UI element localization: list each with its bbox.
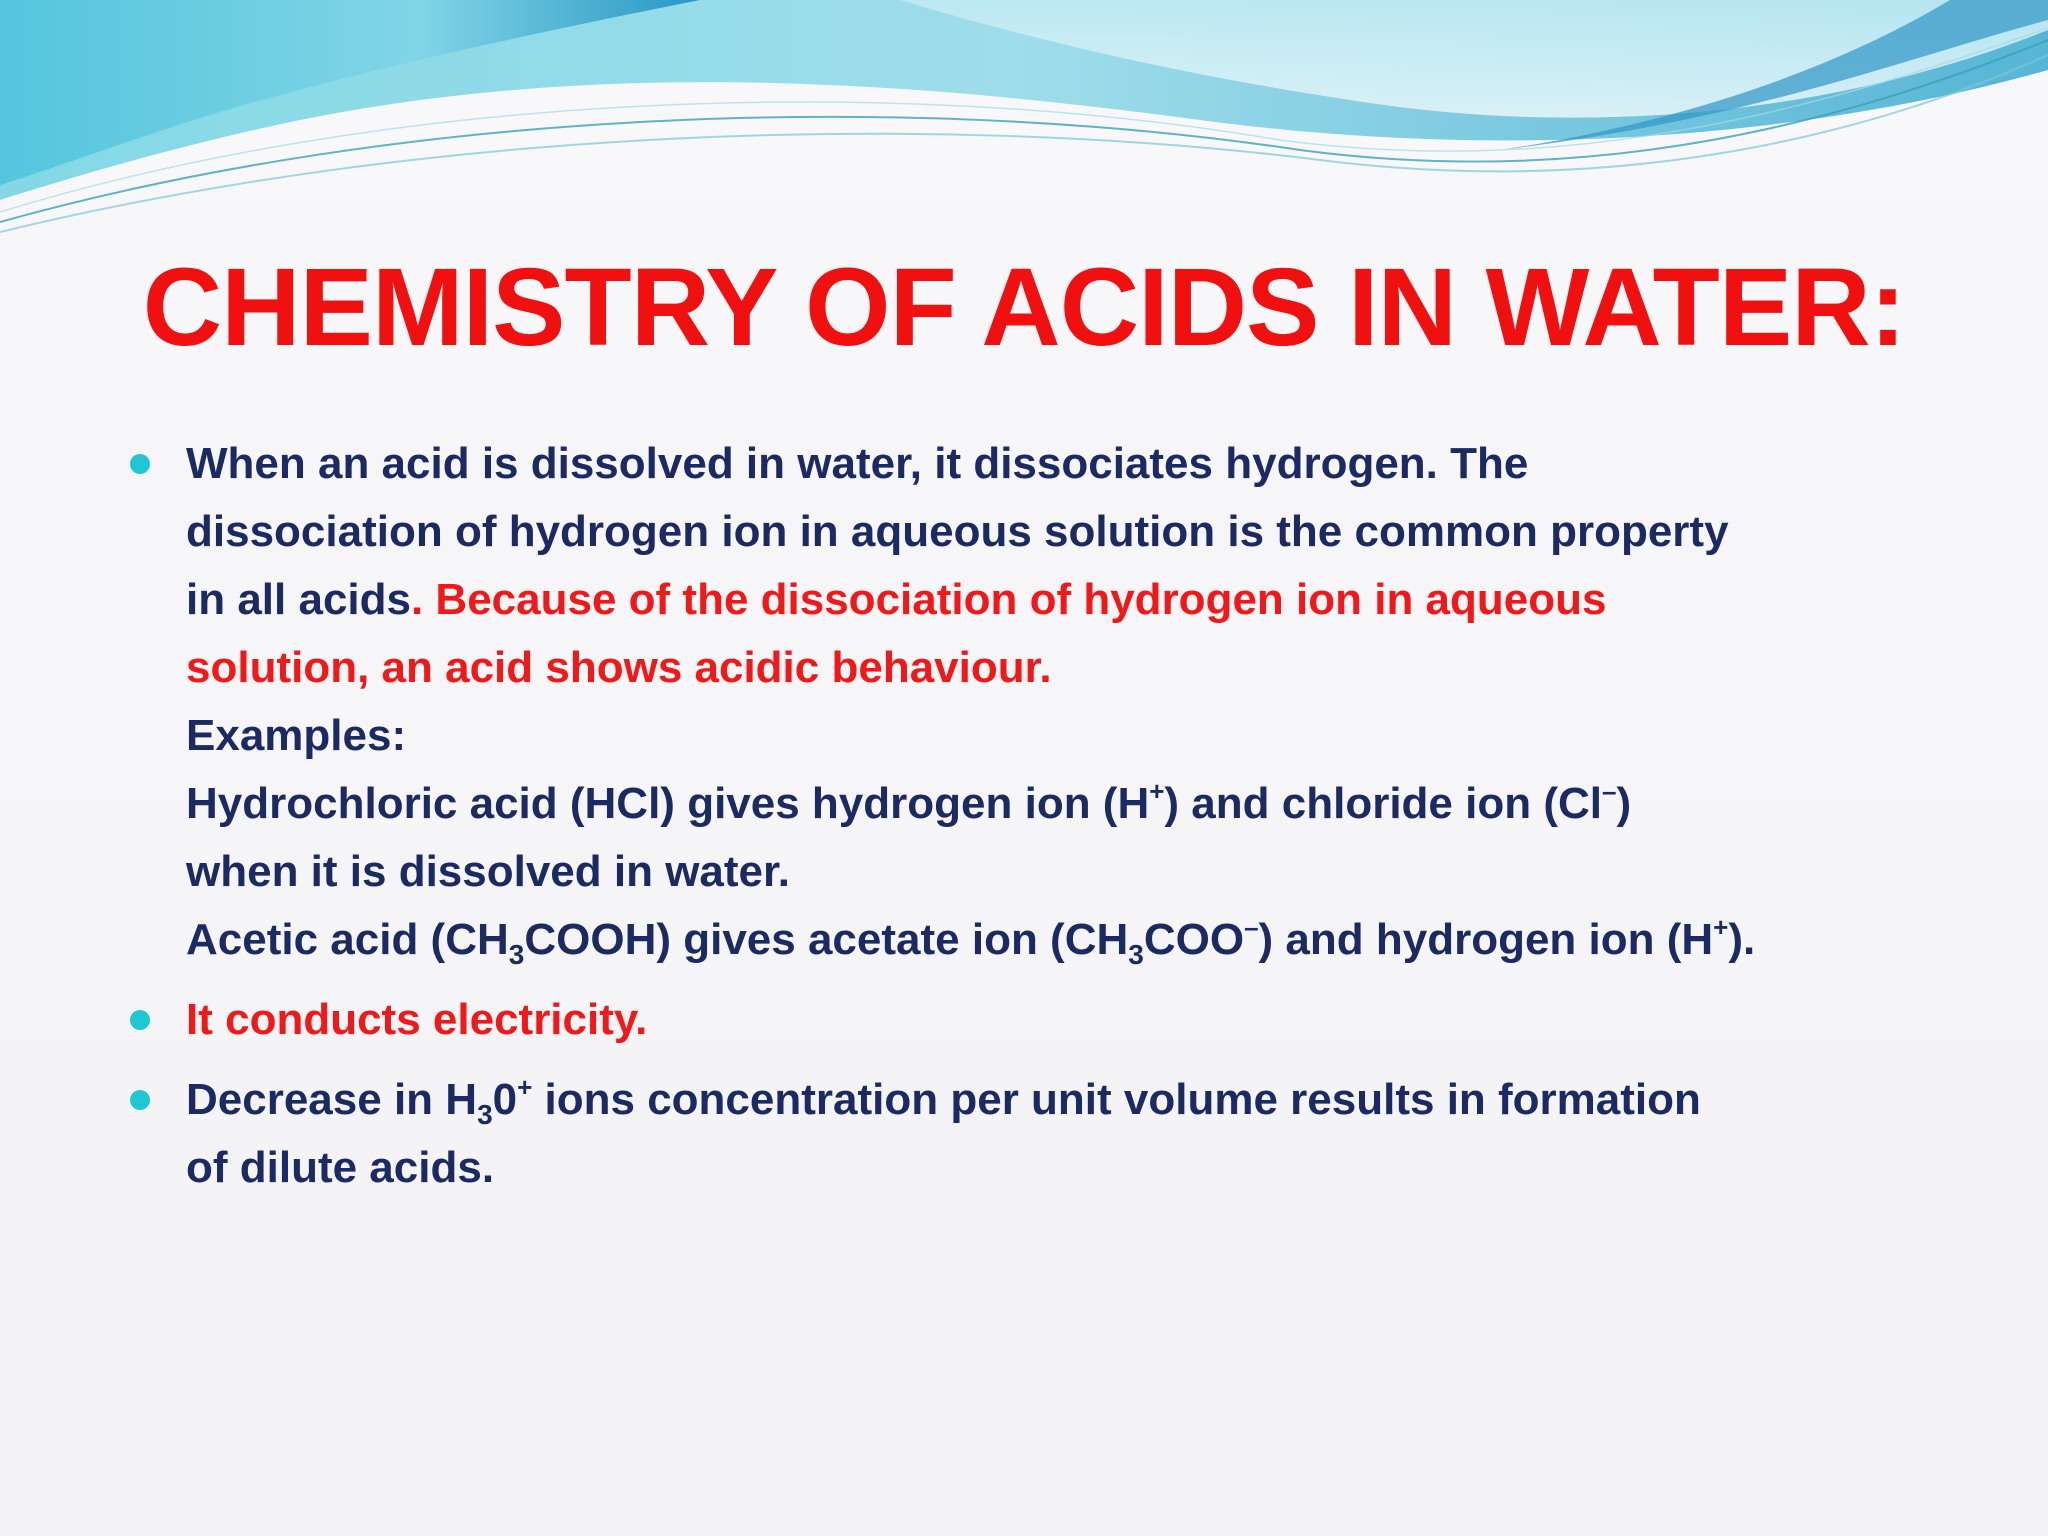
subscript: 3	[1128, 939, 1144, 970]
acetic-example	[186, 906, 1960, 974]
text-segment: ) and hydrogen ion (H	[1258, 915, 1714, 964]
bullet-item-dissociation	[130, 430, 1960, 974]
examples-label: Examples:	[186, 711, 407, 760]
text-segment: COOH) gives acetate ion (CH	[524, 915, 1129, 964]
bullet-dot-icon	[130, 1010, 150, 1030]
highlight-text: solution, an acid shows acidic behaviour.	[186, 643, 1052, 692]
hcl-example	[186, 770, 1960, 838]
text-line	[186, 1066, 1960, 1134]
text-segment: ).	[1728, 915, 1756, 964]
text-segment: Hydrochloric acid (HCl) gives hydrogen ion (H	[186, 779, 1150, 828]
text-line: of dilute acids.	[186, 1143, 495, 1192]
text-segment: Decrease in H	[186, 1075, 478, 1124]
superscript: +	[517, 1072, 533, 1102]
text-segment: COO	[1143, 915, 1245, 964]
slide-title: CHEMISTRY OF ACIDS IN WATER:	[142, 246, 1906, 369]
subscript: 3	[508, 939, 525, 970]
text-line	[186, 566, 1960, 634]
superscript: +	[1149, 776, 1165, 806]
text-segment: ions concentration per unit volume results in formation	[532, 1075, 1701, 1124]
bullet-dot-icon	[130, 454, 150, 474]
text-segment: 0	[492, 1075, 518, 1124]
text-segment: Acetic acid (CH	[186, 915, 509, 964]
highlight-text: It conducts electricity.	[186, 995, 648, 1044]
text-segment: )	[1616, 779, 1632, 828]
bullet-item-conductivity	[130, 986, 1960, 1054]
text-line: When an acid is dissolved in water, it dissociates hydrogen. The	[186, 439, 1529, 488]
bullet-dot-icon	[130, 1090, 150, 1110]
header-wave-decoration	[0, 0, 2048, 240]
text-segment: in all acids	[186, 575, 411, 624]
bullet-list	[130, 430, 1960, 1202]
text-line: dissociation of hydrogen ion in aqueous solution is the common property	[186, 507, 1729, 556]
text-line: when it is dissolved in water.	[186, 847, 790, 896]
superscript: –	[1244, 912, 1259, 942]
superscript: +	[1713, 912, 1729, 942]
bullet-item-dilution	[130, 1066, 1960, 1202]
text-segment: ) and chloride ion (Cl	[1164, 779, 1602, 828]
superscript: –	[1601, 776, 1617, 806]
subscript: 3	[477, 1099, 493, 1130]
highlight-text: . Because of the dissociation of hydrogen ion in aqueous	[410, 575, 1607, 624]
